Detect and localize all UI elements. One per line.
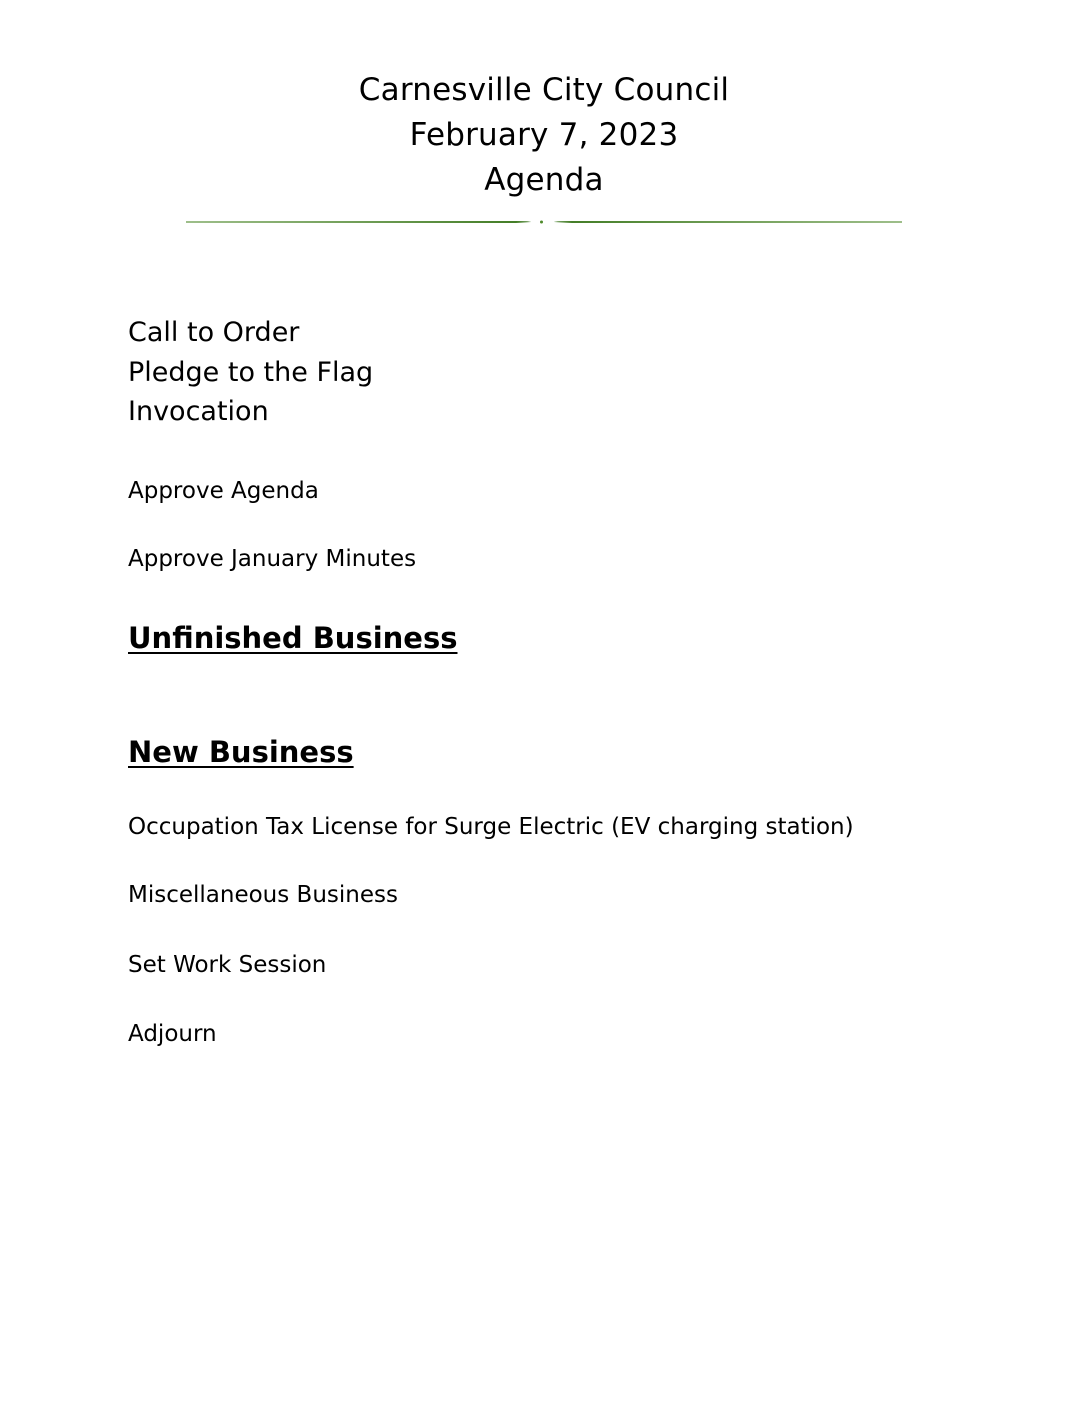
council-name: Carnesville City Council <box>358 72 730 108</box>
agenda-item-invocation: Invocation <box>128 396 269 427</box>
agenda-item-approve-minutes: Approve January Minutes <box>128 546 417 572</box>
agenda-header <box>0 68 1088 203</box>
agenda-item-misc-business: Miscellaneous Business <box>128 882 398 908</box>
agenda-item-call-to-order: Call to Order <box>128 317 300 348</box>
agenda-item-occupation-tax: Occupation Tax License for Surge Electric (EV charging station) <box>128 814 854 840</box>
green-divider <box>186 212 902 228</box>
agenda-item-pledge: Pledge to the Flag <box>128 357 374 388</box>
meeting-date: February 7, 2023 <box>409 117 679 153</box>
section-heading-unfinished-business: Unfinished Business <box>128 621 458 655</box>
document-title: Agenda <box>484 162 604 198</box>
agenda-item-work-session: Set Work Session <box>128 952 327 978</box>
agenda-item-approve-agenda: Approve Agenda <box>128 478 319 504</box>
agenda-item-adjourn: Adjourn <box>128 1021 217 1047</box>
section-heading-new-business: New Business <box>128 735 354 769</box>
